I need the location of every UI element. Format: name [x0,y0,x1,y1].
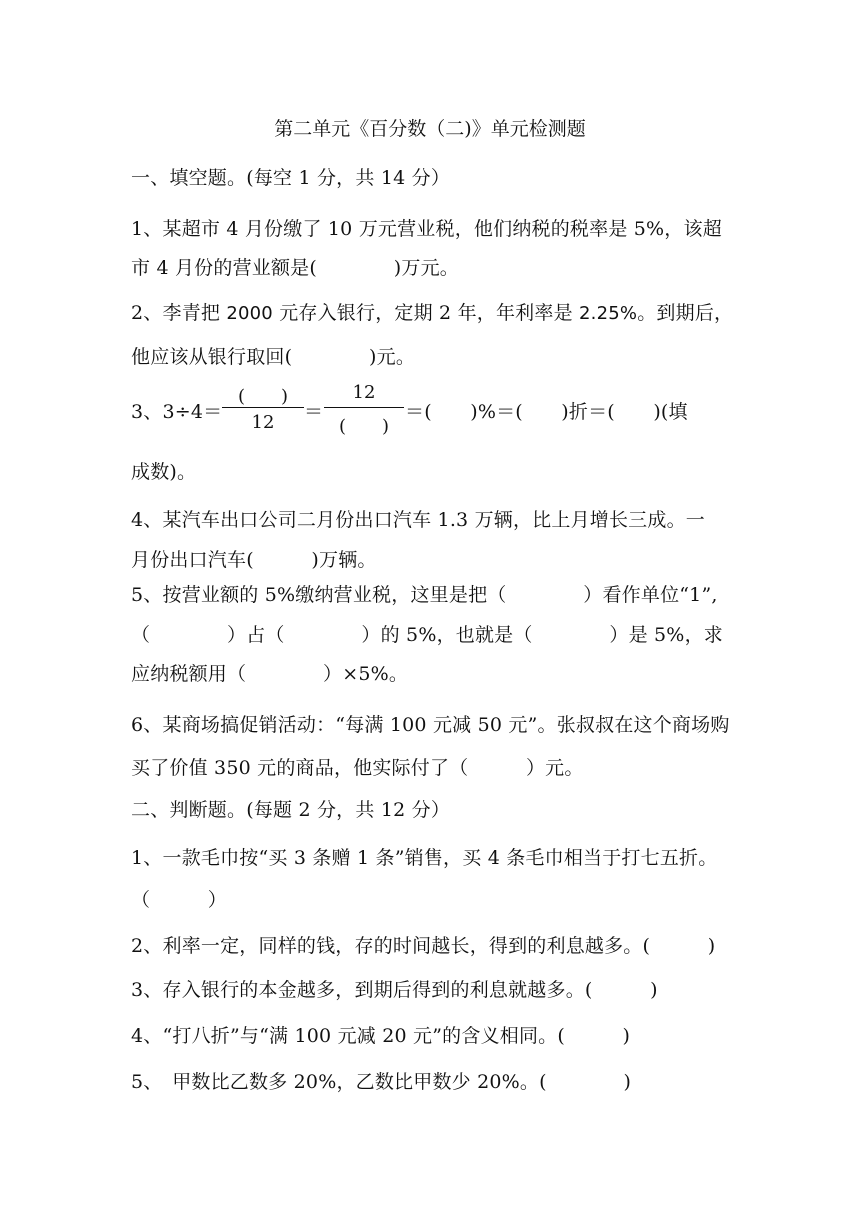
fraction-bar [324,407,404,408]
question-5-line-3: 应纳税额用（ ）×5%。 [131,663,409,685]
q2-text-1: 2、李青把 [131,302,221,324]
judgment-1-line-2: （ ） [131,889,228,911]
fraction-bar [222,407,304,408]
judgment-4: 4、“打八折”与“满 100 元减 20 元”的含义相同。( ) [131,1025,631,1047]
judgment-3: 3、存入银行的本金越多，到期后得到的利息就越多。( ) [131,979,658,1001]
q2-text-3: 。到期后， [637,302,734,324]
question-1-line-1: 1、某超市 4 月份缴了 10 万元营业税，他们纳税的税率是 5%，该超 [131,218,722,240]
question-6-line-2: 买了价值 350 元的商品，他实际付了（ ）元。 [131,757,584,779]
judgment-2: 2、利率一定，同样的钱，存的时间越长，得到的利息越多。( ) [131,935,716,957]
q3-equals: ＝ [304,401,324,423]
q3-start: 3、3÷4＝ [131,401,223,423]
q3-fraction-1-numerator: ( ) [237,386,289,407]
question-1-line-2: 市 4 月份的营业额是( )万元。 [131,257,459,279]
q2-amount: 2000 [226,303,273,324]
q3-fraction-2-denominator: ( ) [338,416,390,437]
section-true-false-heading: 二、判断题。(每题 2 分，共 12 分） [131,799,451,821]
question-4-line-1: 4、某汽车出口公司二月份出口汽车 1.3 万辆，比上月增长三成。一 [131,509,705,531]
page-title: 第二单元《百分数（二)》单元检测题 [274,118,586,140]
q3-fraction-2-numerator: 12 [352,382,376,403]
judgment-1-line-1: 1、一款毛巾按“买 3 条赠 1 条”销售，买 4 条毛巾相当于打七五折。 [131,847,718,869]
question-6-line-1: 6、某商场搞促销活动：“每满 100 元减 50 元”。张叔叔在这个商场购 [131,714,730,736]
question-2-line-1 [131,298,733,325]
q2-text-2: 元存入银行，定期 2 年，年利率是 [279,302,573,324]
section-fill-in-heading: 一、填空题。(每空 1 分，共 14 分） [131,167,451,189]
q3-rest: ＝( )%＝( )折＝( )(填 [405,401,688,423]
question-2-line-2: 他应该从银行取回( )元。 [131,346,416,368]
q2-rate: 2.25% [579,303,638,324]
question-3-line-2: 成数)。 [131,461,197,483]
question-5-line-2: （ ）占（ ）的 5%，也就是（ ）是 5%，求 [131,624,723,646]
question-5-line-1: 5、按营业额的 5%缴纳营业税，这里是把（ ）看作单位“1”, [131,584,718,606]
question-4-line-2: 月份出口汽车( )万辆。 [131,549,377,571]
judgment-5: 5、 甲数比乙数多 20%，乙数比甲数少 20%。( ) [131,1071,632,1093]
q3-fraction-1-denominator: 12 [251,412,275,433]
